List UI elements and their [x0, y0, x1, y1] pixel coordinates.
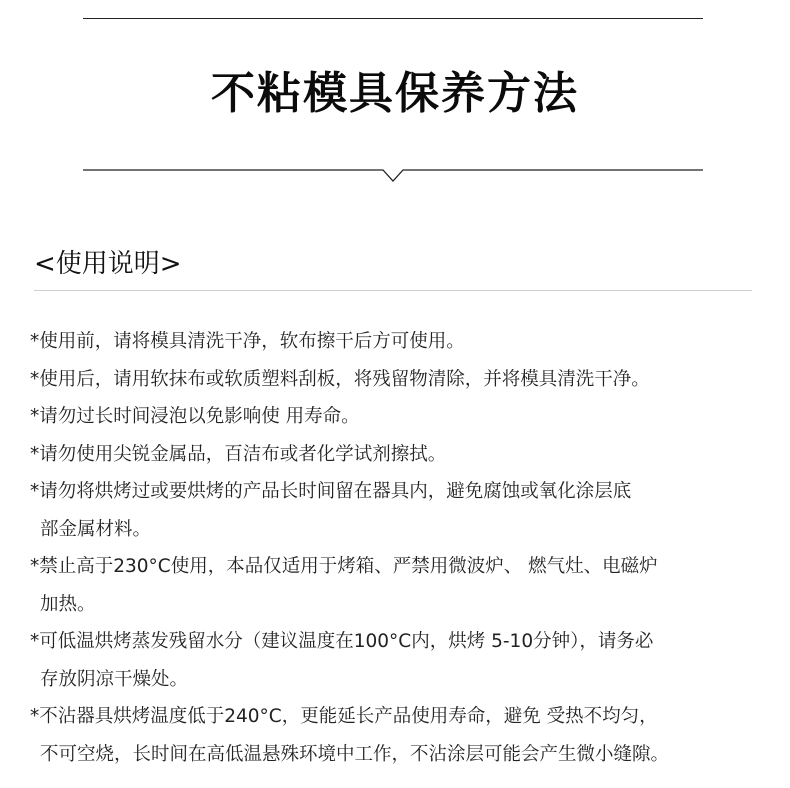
instructions-list	[30, 323, 770, 773]
note-text: *请勿使用尖锐金属品，百洁布或者化学试剂擦拭。	[30, 443, 447, 465]
note-text-continued: 存放阴凉干燥处。	[40, 668, 189, 690]
note-text-continued: 部金属材料。	[40, 518, 152, 540]
title-divider-with-notch	[83, 169, 703, 183]
note-text-continued: 不可空烧，长时间在高低温悬殊环境中工作，不沾涂层可能会产生微小缝隙。	[40, 743, 670, 765]
section-title: <使用说明>	[34, 249, 182, 279]
list-item	[30, 623, 770, 698]
top-rule	[83, 18, 703, 19]
note-text: *使用前，请将模具清洗干净，软布擦干后方可使用。	[30, 331, 465, 352]
note-text: *禁止高于230°C使用，本品仅适用于烤箱、严禁用微波炉、 燃气灶、电磁炉	[30, 556, 658, 577]
list-item	[30, 323, 770, 361]
list-item	[30, 361, 770, 399]
note-text-continued: 加热。	[40, 593, 96, 615]
page-title: 不粘模具保养方法	[211, 68, 579, 119]
list-item	[30, 698, 770, 773]
list-item	[30, 473, 770, 548]
section-rule	[34, 290, 752, 291]
note-text: *可低温烘烤蒸发残留水分（建议温度在100°C内，烘烤 5-10分钟），请务必	[30, 631, 654, 652]
note-text: *请勿将烘烤过或要烘烤的产品长时间留在器具内，避免腐蚀或氧化涂层底	[30, 481, 632, 502]
note-text: *使用后，请用软抹布或软质塑料刮板，将残留物清除，并将模具清洗干净。	[30, 368, 650, 390]
list-item	[30, 436, 770, 474]
note-text: *请勿过长时间浸泡以免影响使 用寿命。	[30, 406, 360, 427]
note-text: *不沾器具烘烤温度低于240°C，更能延长产品使用寿命，避免 受热不均匀，	[30, 706, 658, 727]
list-item	[30, 398, 770, 436]
list-item	[30, 548, 770, 623]
